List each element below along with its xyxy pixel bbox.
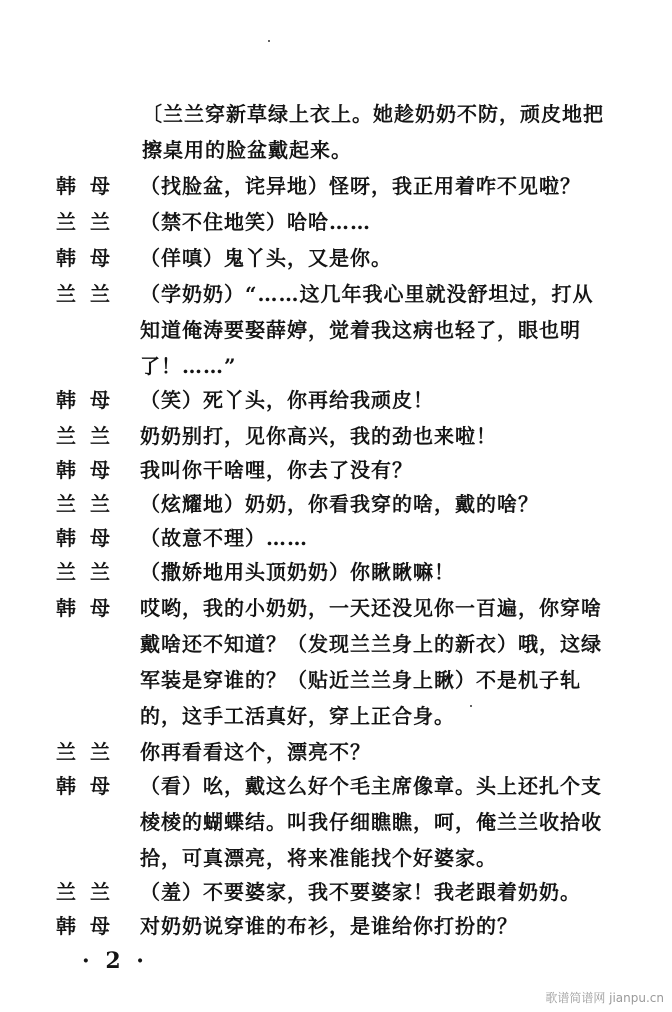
dialogue-text: 我叫你干啥哩，你去了没有？: [140, 458, 413, 482]
dialogue-line: [56, 240, 616, 276]
speaker-name: 韩母: [56, 174, 124, 198]
speaker-name: 韩母: [56, 774, 124, 798]
dialogue-text: 奶奶别打，见你高兴，我的劲也来啦！: [140, 424, 497, 448]
dialogue-text: （撒娇地用头顶奶奶）你瞅瞅嘛！: [140, 560, 455, 584]
dialogue-line: [56, 276, 616, 384]
dialogue-line: [56, 168, 616, 204]
speaker-name: 兰兰: [56, 282, 124, 306]
dialogue-line: [56, 204, 616, 240]
speaker-name: 韩母: [56, 914, 124, 938]
dialogue-line: [56, 452, 616, 488]
speaker-name: 兰兰: [56, 424, 124, 448]
dialogue-text: 哎哟，我的小奶奶，一天还没见你一百遍，你穿啥戴啥还不知道？（发现兰兰身上的新衣）哦，这绿军装是穿谁的？（贴近兰兰身上瞅）不是机子轧的，这手工活真好，穿上正合身。: [140, 596, 602, 728]
dialogue-line: [56, 520, 616, 556]
dialogue-line: [56, 382, 616, 418]
speaker-name: 兰兰: [56, 740, 124, 764]
dialogue-text: （看）吆，戴这么好个毛主席像章。头上还扎个支棱棱的蝴蝶结。叫我仔细瞧瞧，呵，俺兰兰收拾收拾，可真漂亮，将来准能找个好婆家。: [140, 774, 602, 870]
dialogue-text: （羞）不要婆家，我不要婆家！我老跟着奶奶。: [140, 880, 581, 904]
dialogue-line: [56, 590, 616, 734]
dialogue-line: [56, 486, 616, 522]
dialogue-line: [56, 734, 616, 770]
dialogue-text: （禁不住地笑）哈哈……: [140, 210, 371, 234]
dialogue-text: 对奶奶说穿谁的布衫，是谁给你打扮的？: [140, 914, 518, 938]
dialogue-text: （学奶奶）“……这几年我心里就没舒坦过，打从知道俺涛要娶薛婷，觉着我这病也轻了，眼也明了！……”: [140, 282, 594, 378]
speaker-name: 韩母: [56, 458, 124, 482]
speaker-name: 韩母: [56, 526, 124, 550]
stage-direction: 〔兰兰穿新草绿上衣上。她趁奶奶不防，顽皮地把擦桌用的脸盆戴起来。: [142, 102, 604, 162]
speaker-name: 兰兰: [56, 880, 124, 904]
dialogue-text: （找脸盆，诧异地）怪呀，我正用着咋不见啦？: [140, 174, 581, 198]
dialogue-text: （笑）死丫头，你再给我顽皮！: [140, 388, 434, 412]
dialogue-text: （佯嗔）鬼丫头，又是你。: [140, 246, 392, 270]
dialogue-text: （故意不理）……: [140, 526, 308, 550]
speaker-name: 韩母: [56, 388, 124, 412]
speaker-name: 兰兰: [56, 560, 124, 584]
dialogue-text: （炫耀地）奶奶，你看我穿的啥，戴的啥？: [140, 492, 539, 516]
dialogue-text: 你再看看这个，漂亮不？: [140, 740, 371, 764]
dialogue-line: [56, 874, 616, 910]
print-speck: [268, 40, 270, 42]
dialogue-line: [56, 768, 616, 876]
speaker-name: 兰兰: [56, 492, 124, 516]
site-watermark: 歌谱简谱网 jianpu.cn: [545, 991, 664, 1005]
dialogue-line: [56, 418, 616, 454]
dialogue-line: [56, 554, 616, 590]
speaker-name: 兰兰: [56, 210, 124, 234]
dialogue-line: [56, 908, 616, 944]
page-number: · 2 ·: [82, 948, 148, 974]
speaker-name: 韩母: [56, 596, 124, 620]
speaker-name: 韩母: [56, 246, 124, 270]
